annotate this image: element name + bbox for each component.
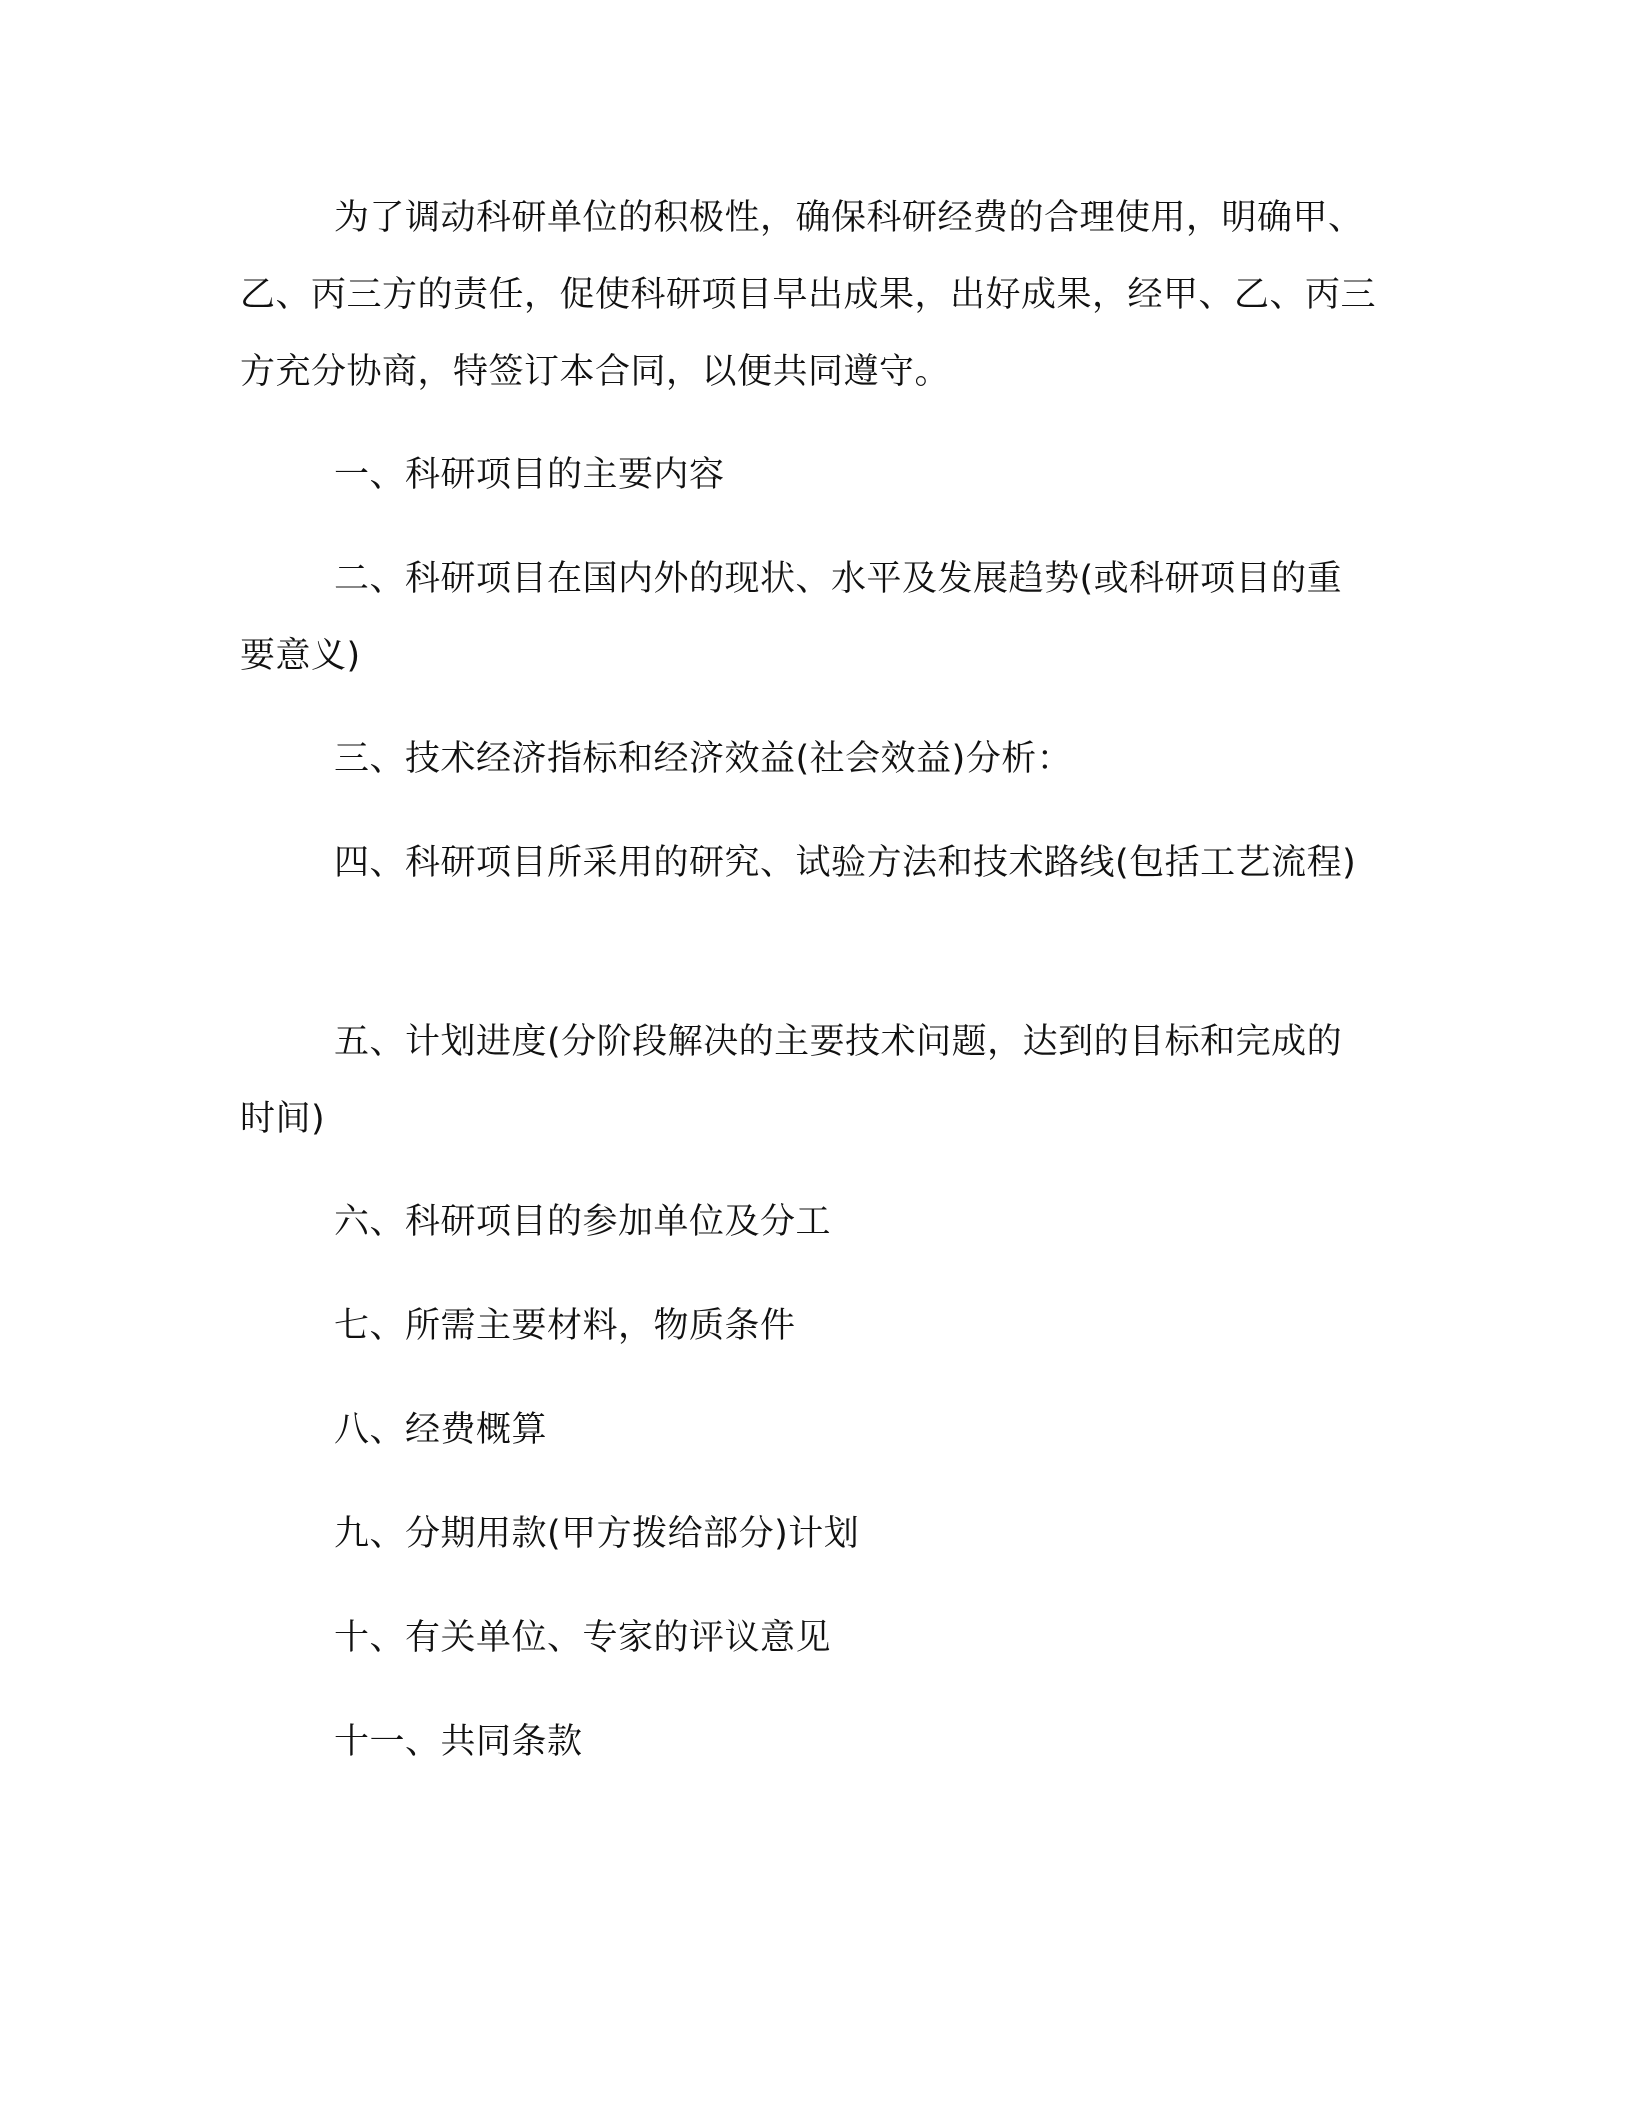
section-2-heading: 二、科研项目在国内外的现状、水平及发展趋势(或科研项目的重要意义): [240, 559, 1343, 676]
section-11-heading: 十一、共同条款: [334, 1722, 583, 1762]
section-4-heading: 四、科研项目所采用的研究、试验方法和技术路线(包括工艺流程): [334, 843, 1357, 883]
section-7-heading: 七、所需主要材料，物质条件: [334, 1306, 796, 1346]
section-3-heading: 三、技术经济指标和经济效益(社会效益)分析：: [334, 739, 1073, 779]
section-8-heading: 八、经费概算: [334, 1410, 548, 1450]
section-9-heading: 九、分期用款(甲方拨给部分)计划: [334, 1514, 860, 1554]
section-6-heading: 六、科研项目的参加单位及分工: [334, 1202, 832, 1242]
section-1-heading: 一、科研项目的主要内容: [334, 455, 725, 495]
intro-paragraph: 为了调动科研单位的积极性，确保科研经费的合理使用，明确甲、乙、丙三方的责任，促使科研项目早出成果，出好成果，经甲、乙、丙三方充分协商，特签订本合同，以便共同遵守。: [240, 198, 1377, 392]
section-10-heading: 十、有关单位、专家的评议意见: [334, 1618, 832, 1658]
section-5-heading: 五、计划进度(分阶段解决的主要技术问题，达到的目标和完成的时间): [240, 1022, 1343, 1139]
